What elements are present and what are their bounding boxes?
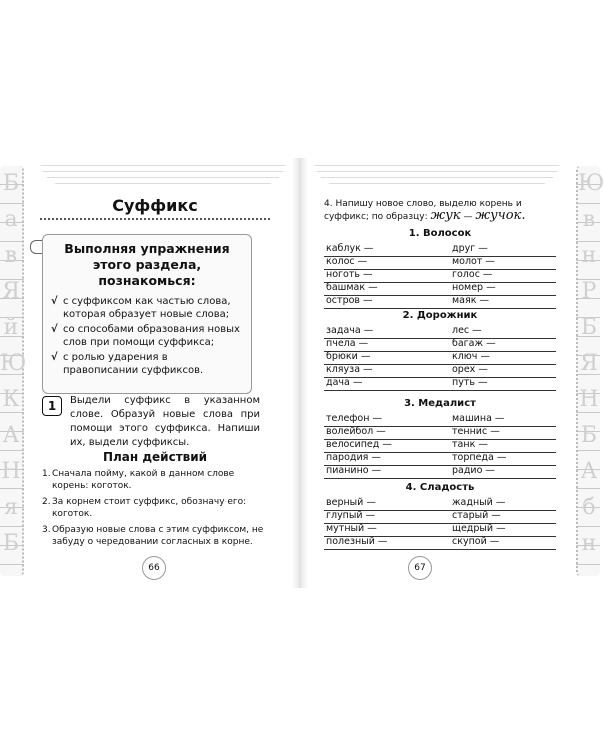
word-row	[324, 523, 556, 537]
word-prompt: друг —	[452, 243, 488, 254]
decor-letter: я	[4, 495, 18, 520]
plan-item	[42, 524, 267, 548]
word-prompt: теннис —	[452, 426, 500, 437]
right-page	[308, 158, 604, 588]
word-prompt: задача —	[326, 325, 374, 336]
decor-letter: а	[4, 207, 18, 232]
word-prompt: полезный —	[326, 536, 388, 547]
word-row	[324, 269, 556, 283]
word-row	[324, 282, 556, 296]
section-title: 2. Дорожник	[402, 310, 478, 321]
decor-letter: Б	[580, 423, 598, 448]
decor-letter: А	[2, 423, 20, 448]
decor-letter: в	[4, 243, 18, 268]
word-prompt: волейбол —	[326, 426, 386, 437]
word-prompt: пчела —	[326, 338, 369, 349]
sample-dash: —	[463, 212, 473, 222]
plan-item-text: Образую новые слова с этим суффиксом, не забуду о чередовании согласных в корне.	[52, 525, 264, 547]
check-icon: √	[51, 296, 58, 307]
word-prompt: путь —	[452, 377, 488, 388]
decor-letter: б	[582, 495, 596, 520]
decor-letter: й	[3, 315, 19, 340]
plan-item-text: Сначала пойму, какой в данном слове корень: коготок.	[52, 469, 235, 491]
exercise-text: Выдели суффикс в указанном слове. Образуй новые слова при помощи этого суффикса. Напиши их, выдели суффиксы.	[70, 395, 260, 448]
section-title: 3. Медалист	[404, 398, 476, 409]
word-prompt: жадный —	[452, 497, 506, 508]
plan-list	[42, 468, 267, 552]
word-prompt: остров —	[326, 295, 373, 306]
plan-item-text: За корнем стоит суффикс, обозначу его: коготок.	[52, 497, 247, 519]
word-row	[324, 439, 556, 453]
word-row	[324, 465, 556, 479]
plan-item-number: 3.	[42, 525, 51, 535]
left-letter-strip	[0, 166, 27, 576]
plan-item-number: 1.	[42, 469, 51, 479]
word-prompt: велосипед —	[326, 439, 392, 450]
page-number-left: 66	[142, 556, 166, 580]
decor-letter: Ю	[0, 351, 27, 376]
sample-word-from: жук	[430, 208, 461, 223]
decor-letter: Ю	[578, 171, 604, 196]
decor-letter: Б	[2, 171, 20, 196]
word-prompt: верный —	[326, 497, 376, 508]
intro-item-text: со способами образования новых слов при помощи суффикса;	[63, 324, 240, 348]
decor-letter: н	[581, 531, 597, 556]
book-spread	[0, 158, 604, 588]
word-prompt: ключ —	[452, 351, 490, 362]
word-row	[324, 256, 556, 270]
sample-word-to: жучок.	[475, 208, 526, 223]
word-row	[324, 377, 556, 391]
word-row	[324, 325, 556, 339]
word-row	[324, 364, 556, 378]
word-row	[324, 413, 556, 427]
word-prompt: торпеда —	[452, 452, 507, 463]
word-prompt: глупый —	[326, 510, 376, 521]
word-prompt: багаж —	[452, 338, 496, 349]
ruled-header-decor	[40, 160, 286, 186]
word-prompt: кляуза —	[326, 364, 373, 375]
word-prompt: дача —	[326, 377, 363, 388]
word-prompt: каблук —	[326, 243, 374, 254]
word-row	[324, 510, 556, 524]
word-prompt: старый —	[452, 510, 501, 521]
word-prompt: номер —	[452, 282, 496, 293]
word-prompt: танк —	[452, 439, 488, 450]
word-prompt: щедрый —	[452, 523, 506, 534]
title-divider	[40, 218, 270, 220]
plan-item-number: 2.	[42, 497, 51, 507]
word-prompt: пародия —	[326, 452, 381, 463]
word-prompt: колос —	[326, 256, 368, 267]
intro-item-text: с ролью ударения в правописании суффиксов.	[63, 352, 204, 376]
word-prompt: маяк —	[452, 295, 489, 306]
decor-letter: в	[582, 207, 596, 232]
word-row	[324, 536, 556, 550]
book-gutter	[292, 158, 308, 588]
decor-letter: Н	[579, 387, 599, 412]
word-prompt: башмак —	[326, 282, 378, 293]
plan-title: План действий	[102, 450, 208, 464]
decor-letter: Р	[581, 279, 597, 304]
decor-letter: Я	[2, 279, 20, 304]
check-icon: √	[51, 352, 58, 363]
plan-item	[42, 496, 267, 520]
intro-box	[42, 234, 252, 394]
word-prompt: радио —	[452, 465, 495, 476]
word-row	[324, 351, 556, 365]
intro-item-text: с суффиксом как частью слова, которая образует новые слова;	[63, 296, 231, 320]
decor-letter: Б	[580, 315, 598, 340]
decor-letter: н	[581, 243, 597, 268]
section-title: 1. Волосок	[408, 228, 472, 239]
word-row	[324, 243, 556, 257]
word-prompt: скупой —	[452, 536, 500, 547]
intro-item	[51, 351, 243, 377]
word-prompt: орех —	[452, 364, 488, 375]
decor-letter: К	[2, 387, 20, 412]
section-title: 4. Сладость	[405, 482, 475, 493]
task-4	[324, 198, 556, 223]
intro-item	[51, 295, 243, 321]
exercise-number: 1	[42, 396, 62, 416]
decor-letter: Н	[1, 459, 21, 484]
word-prompt: ноготь —	[326, 269, 373, 280]
right-letter-strip	[576, 166, 604, 576]
decor-letter: Я	[580, 351, 598, 376]
word-row	[324, 452, 556, 466]
word-row	[324, 426, 556, 440]
task-4-text: 4. Напишу новое слово, выделю корень и суффикс; по образцу:	[324, 199, 522, 222]
word-prompt: пианино —	[326, 465, 382, 476]
word-row	[324, 295, 556, 309]
word-row	[324, 338, 556, 352]
word-row	[324, 497, 556, 511]
ruled-header-decor	[314, 160, 560, 186]
word-prompt: лес —	[452, 325, 482, 336]
word-prompt: брюки —	[326, 351, 371, 362]
word-prompt: машина —	[452, 413, 505, 424]
plan-item	[42, 468, 267, 492]
intro-item	[51, 323, 243, 349]
check-icon: √	[51, 324, 58, 335]
page-number-right: 67	[408, 556, 432, 580]
word-prompt: молот —	[452, 256, 495, 267]
left-page	[0, 158, 292, 588]
word-prompt: мутный —	[326, 523, 377, 534]
intro-heading: Выполняя упражнения этого раздела, познакомься:	[64, 241, 230, 288]
decor-letter: Б	[2, 531, 20, 556]
page-title: Суффикс	[112, 196, 198, 215]
decor-letter: А	[580, 459, 598, 484]
word-prompt: телефон —	[326, 413, 382, 424]
word-prompt: голос —	[452, 269, 493, 280]
